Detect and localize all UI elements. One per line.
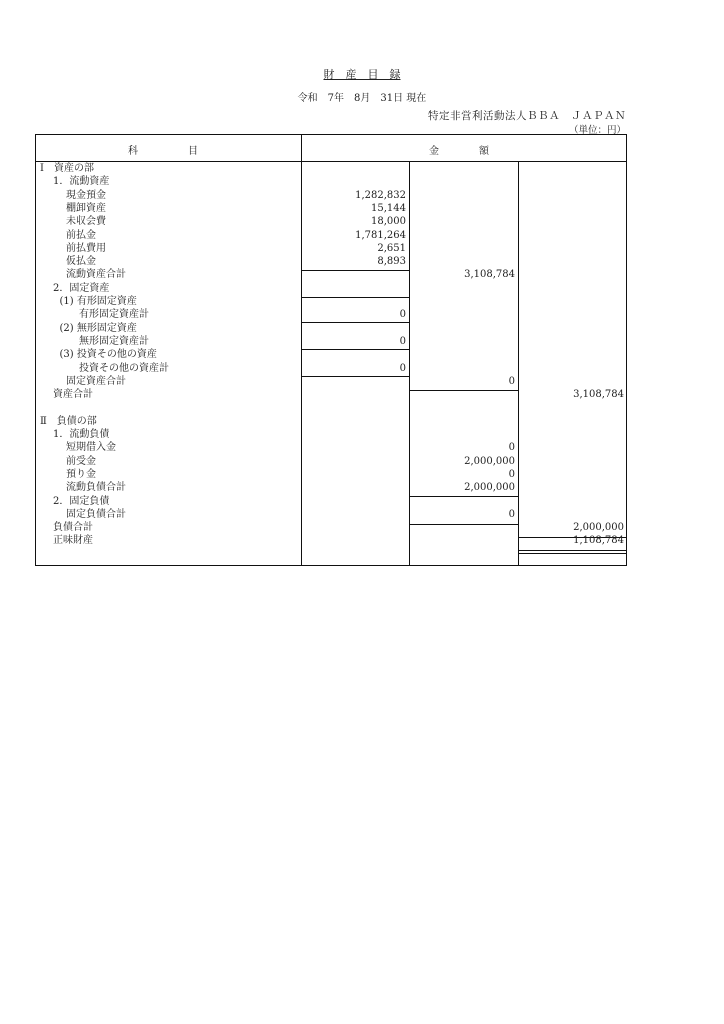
row-label: 前払費用	[66, 242, 106, 254]
row-amount-col1: 15,144	[371, 202, 406, 214]
organization-name: 特定非営利活動法人ＢＢＡ ＪＡＰＡＮ	[428, 110, 626, 122]
row-label: Ⅱ 負債の部	[40, 415, 97, 427]
row-label: 流動負債合計	[66, 482, 126, 494]
subtotal-rule	[409, 496, 518, 497]
row-label: 未収会費	[66, 216, 106, 228]
row-label: 預り金	[66, 468, 96, 480]
row-label: (2) 無形固定資産	[59, 322, 137, 334]
row-amount-col1: 0	[399, 362, 406, 374]
row-label: 流動資産合計	[66, 269, 126, 281]
row-label: 資産合計	[53, 389, 93, 401]
as-of-date: 令和 7年 8月 31日 現在	[297, 93, 427, 104]
row-amount-col1: 2,651	[377, 242, 406, 254]
subtotal-rule	[409, 524, 518, 525]
document-title	[0, 66, 724, 82]
subtotal-rule	[301, 322, 409, 323]
row-amount-col3: 3,108,784	[573, 389, 624, 401]
row-amount-col2: 2,000,000	[464, 455, 515, 467]
row-label: 前払金	[66, 229, 96, 241]
asset-inventory-table	[35, 134, 627, 566]
row-label: 2．固定負債	[53, 495, 110, 507]
column-divider-amount2	[518, 162, 519, 565]
row-label: 2．固定資産	[53, 282, 110, 294]
row-label: 棚卸資産	[66, 202, 106, 214]
total-double-rule	[518, 553, 626, 554]
account-column-header: 科 目	[128, 146, 198, 157]
subtotal-rule	[301, 270, 409, 271]
amount-column-header: 金 額	[429, 146, 489, 157]
total-double-rule	[518, 550, 626, 551]
subtotal-rule	[409, 390, 518, 391]
column-divider-account	[301, 135, 302, 565]
column-divider-amount1	[409, 162, 410, 565]
row-label: 現金預金	[66, 189, 106, 201]
row-label: (3) 投資その他の資産	[59, 349, 157, 361]
row-label: 前受金	[66, 455, 96, 467]
row-amount-col1: 0	[399, 335, 406, 347]
row-amount-col2: 0	[508, 375, 515, 387]
row-label: 仮払金	[66, 256, 96, 268]
title-text: 財 産 目 録	[323, 68, 401, 81]
row-amount-col1: 1,282,832	[355, 189, 406, 201]
row-amount-col1: 0	[399, 309, 406, 321]
subtotal-rule	[301, 349, 409, 350]
unit-note: （単位：円）	[568, 125, 626, 136]
row-amount-col2: 2,000,000	[464, 482, 515, 494]
row-label: (1) 有形固定資産	[59, 296, 137, 307]
row-label: 固定負債合計	[66, 508, 126, 520]
subtotal-rule	[301, 376, 409, 377]
row-label: 無形固定資産計	[79, 335, 149, 347]
row-label: 投資その他の資産計	[79, 362, 169, 374]
row-amount-col2: 0	[508, 442, 515, 454]
row-label: 短期借入金	[66, 442, 116, 454]
row-amount-col1: 18,000	[371, 216, 406, 228]
row-amount-col2: 0	[508, 468, 515, 480]
row-label: 負債合計	[53, 522, 93, 534]
row-label: 固定資産合計	[66, 375, 126, 387]
row-label: 1．流動資産	[53, 176, 110, 188]
row-label: 有形固定資産計	[79, 309, 149, 321]
row-amount-col1: 8,893	[377, 256, 406, 268]
row-label: Ⅰ 資産の部	[40, 163, 94, 174]
row-amount-col2: 3,108,784	[464, 269, 515, 281]
row-amount-col3: 1,108,784	[573, 535, 624, 547]
header-separator	[36, 161, 626, 162]
row-amount-col3: 2,000,000	[573, 522, 624, 534]
row-label: 1．流動負債	[53, 429, 110, 440]
subtotal-rule	[301, 297, 409, 298]
row-amount-col1: 1,781,264	[355, 229, 406, 241]
row-label: 正味財産	[53, 535, 93, 547]
row-amount-col2: 0	[508, 508, 515, 520]
